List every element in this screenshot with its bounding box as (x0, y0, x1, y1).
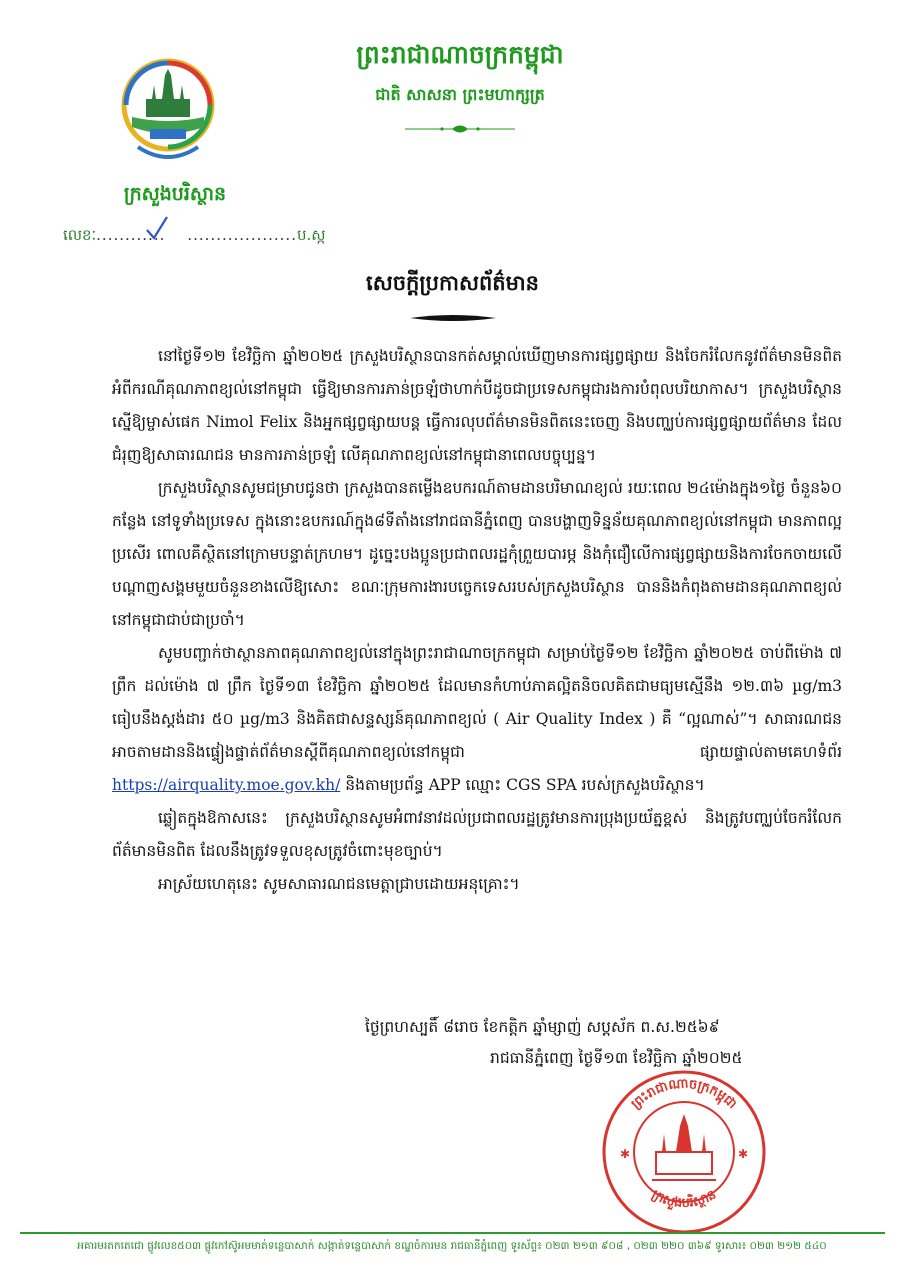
lunar-date: ថ្ងៃព្រហស្បតិ៍ ៨រោច ខែកត្តិក ឆ្នាំម្សាញ់ សប្តស័ក ព.ស.២៥៦៩ (365, 1018, 720, 1036)
paragraph-3-part-b: និងតាមប្រព័ន្ធ APP ឈ្មោះ CGS SPA របស់ក្រសួងបរិស្ថាន។ (345, 776, 705, 794)
solar-date: រាជធានីភ្នំពេញ ថ្ងៃទី១៣ ខែវិច្ឆិកា ឆ្នាំ២០២៥ (490, 1049, 743, 1067)
ornament-divider-icon (400, 122, 520, 136)
airquality-link[interactable]: https://airquality.moe.gov.kh/ (112, 776, 341, 794)
official-seal-icon (598, 1068, 770, 1236)
svg-text:✱: ✱ (620, 1147, 631, 1161)
paragraph-4: ឆ្លៀតក្នុងឱកាសនេះ ក្រសួងបរិស្ថានសូមអំពាវនាវដល់ប្រជាពលរដ្ឋត្រូវមានការប្រុងប្រយ័ត្នខ្ពស់ និងត្រូវបញ្ឈប់ចែករំលែកព័ត៌មានមិនពិត ដែលនឹងត្រូវទទួលខុសត្រូវចំពោះមុខច្បាប់។ (112, 809, 842, 860)
document-title: សេចក្ដីប្រកាសព័ត៌មាន (366, 270, 539, 295)
footer-address: អគារមរតកតេជោ ផ្លូវលេខ៥០៣ ផ្លូវកៅស៊ូអមមាត់ទន្លេបាសាក់ សង្កាត់ទន្លេបាសាក់ ខណ្ឌចំការមន រាជធានីភ្នំពេញ ទូរស័ព្ទ៖ ០២៣ ២១៣ ៩០៨ , ០២៣ ២២០ ៣៦៩ ទូរសារ៖ ០២៣ ២១២ ៥៤០ (77, 1240, 827, 1252)
ref-prefix: លេខៈ (63, 226, 97, 244)
ministry-logo-icon (118, 55, 218, 173)
title-ornament-icon (408, 312, 498, 324)
ministry-name: ក្រសួងបរិស្ថាន (123, 183, 227, 205)
ref-dots-1: ............ (96, 226, 166, 244)
seal-bottom-text: ក្រសួងបរិស្ថាន (648, 1187, 720, 1212)
press-release-body (112, 340, 842, 901)
paragraph-5: អាស្រ័យហេតុនេះ សូមសាធារណជនមេត្តាជ្រាបដោយអនុគ្រោះ។ (158, 875, 520, 893)
ref-dots-2: ................... (187, 226, 297, 244)
footer-divider (20, 1232, 885, 1234)
seal-top-text: ព្រះរាជាណាចក្រកម្ពុជា (628, 1076, 740, 1113)
reference-number (63, 226, 326, 248)
kingdom-heading: ព្រះរាជាណាចក្រកម្ពុជា (356, 40, 564, 69)
checkmark-icon (145, 215, 169, 241)
national-motto: ជាតិ សាសនា ព្រះមហាក្សត្រ (375, 85, 545, 104)
ref-suffix: ប.ស្ក (296, 226, 326, 244)
svg-text:ក្រសួងបរិស្ថាន (649, 1187, 719, 1211)
paragraph-3 (112, 637, 842, 802)
paragraph-3-part-a: សូមបញ្ជាក់ថាស្ថានភាពគុណភាពខ្យល់នៅក្នុងព្រះរាជាណាចក្រកម្ពុជា សម្រាប់ថ្ងៃទី១២ ខែវិច្ឆិកា ឆ្នាំ២០២៥ ចាប់ពីម៉ោង ៧ ព្រឹក ដល់ម៉ោង ៧ ព្រឹក ថ្ងៃទី១៣ ខែវិច្ឆិកា ឆ្នាំ២០២៥ ដែលមានកំហាប់ភាគល្អិតនិចលគិតជាមធ្យមស្មើនឹង ១២.៣៦ µg/m3 ធៀបនឹងស្តង់ដារ ៥០ µg/m3 និងគិតជាសន្ទស្សន៍គុណភាពខ្យល់ ( Air Quality Index ) គឺ “ល្អណាស់”។ សាធារណជនអាចតាមដាននិងផ្ទៀងផ្ទាត់ព័ត៌មានស្តីពីគុណភាពខ្យល់នៅកម្ពុជា ផ្សាយផ្ទាល់តាមគេហទំព័រ (112, 644, 842, 761)
paragraph-2: ក្រសួងបរិស្ថានសូមជម្រាបជូនថា ក្រសួងបានតម្លើងឧបករណ៍តាមដានបរិមាណខ្យល់ រយៈពេល ២៤ម៉ោងក្នុង១ថ្ងៃ ចំនួន៦០ កន្លែង នៅទូទាំងប្រទេស ក្នុងនោះឧបករណ៍ក្នុង៨ទីតាំងនៅរាជធានីភ្នំពេញ បានបង្ហាញទិន្នន័យគុណភាពខ្យល់នៅកម្ពុជា មានភាពល្អប្រសើរ ពោលគឺស្ថិតនៅក្រោមបន្ទាត់ក្រហម។ ដូច្នេះបងប្អូនប្រជាពលរដ្ឋកុំព្រួយបារម្ភ និងកុំជឿលើការផ្សព្វផ្សាយនិងការចែកចាយលើបណ្ដាញសង្គមមួយចំនួនខាងលើឱ្យសោះ ខណៈក្រុមការងារបច្ចេកទេសរបស់ក្រសួងបរិស្ថាន បាននិងកំពុងតាមដានគុណភាពខ្យល់នៅកម្ពុជាជាប់ជាប្រចាំ។ (112, 479, 842, 629)
paragraph-1: នៅថ្ងៃទី១២ ខែវិច្ឆិកា ឆ្នាំ២០២៥ ក្រសួងបរិស្ថានបានកត់សម្គាល់ឃើញមានការផ្សព្វផ្សាយ និងចែករំលែកនូវព័ត៌មានមិនពិត អំពីករណីគុណភាពខ្យល់នៅកម្ពុជា ធ្វើឱ្យមានការភាន់ច្រឡំថាហាក់បីដូចជាប្រទេសកម្ពុជារងការបំពុលបរិយាកាស។ ក្រសួងបរិស្ថានស្នើឱ្យម្ចាស់ផេក Nimol Felix និងអ្នកផ្សព្វផ្សាយបន្ត ធ្វើការលុបព័ត៌មានមិនពិតនេះចេញ និងបញ្ឈប់ការផ្សព្វផ្សាយព័ត៌មាន ដែលជំរុញឱ្យសាធារណជន មានការភាន់ច្រឡំ លើគុណភាពខ្យល់នៅកម្ពុជានាពេលបច្ចុប្បន្ន។ (112, 347, 842, 464)
svg-text:✱: ✱ (738, 1147, 749, 1161)
